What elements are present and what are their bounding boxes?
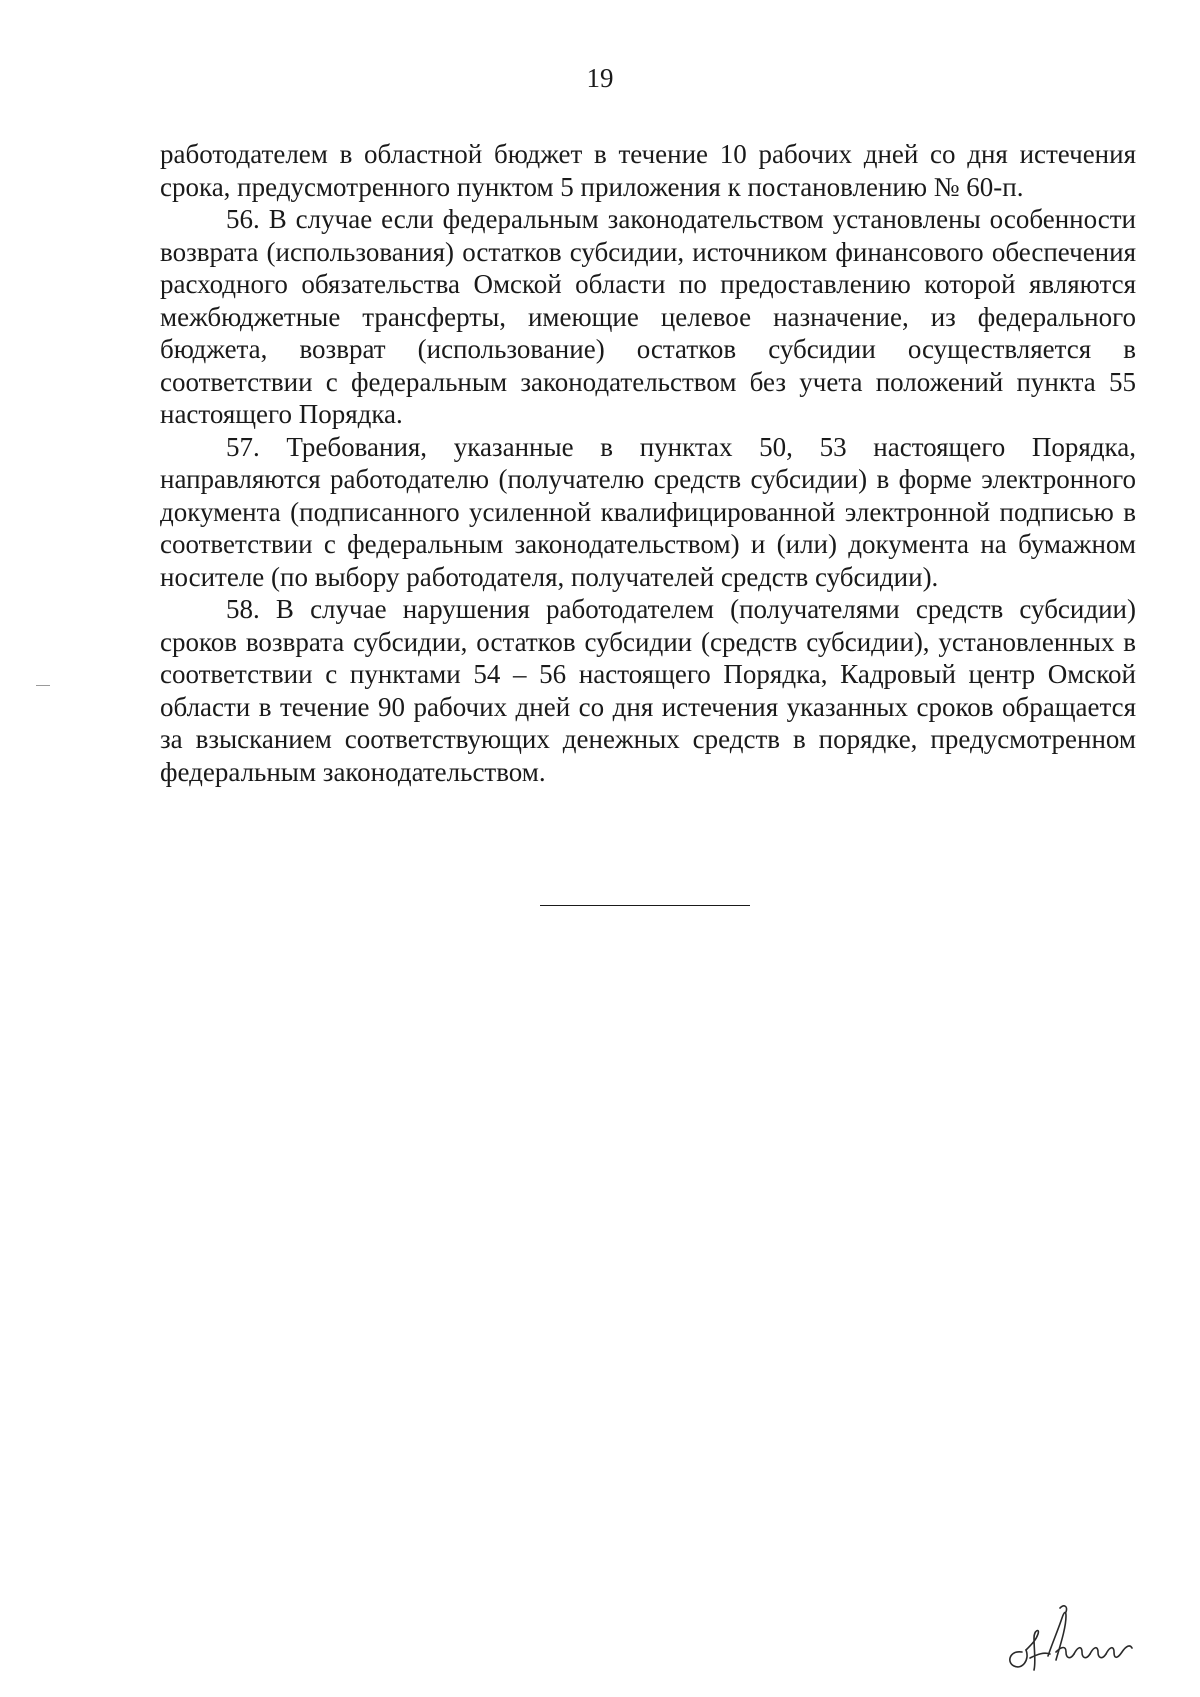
document-body: [160, 138, 1136, 788]
paragraph-continuation: работодателем в областной бюджет в течение 10 рабочих дней со дня истечения срока, предусмотренного пунктом 5 приложения к постановлению № 60-п.: [160, 139, 1136, 202]
end-of-text-divider: [540, 905, 750, 906]
paragraph-57: 57. Требования, указанные в пунктах 50, 53 настоящего Порядка, направляются работодателю (получателю средств субсидии) в форме электронного документа (подписанного усиленной квалифицированной электронной подписью в соответствии с федеральным законодательством) и (или) документа на бумажном носителе (по выбору работодателя, получателей средств субсидии).: [160, 431, 1136, 592]
handwritten-signature-icon: [1000, 1600, 1140, 1680]
paragraph-58: 58. В случае нарушения работодателем (получателями средств субсидии) сроков возврата субсидии, остатков субсидии (средств субсидии), установленных в соответствии с пунктами 54 – 56 настоящего Порядка, Кадровый центр Омской области в течение 90 рабочих дней со дня истечения указанных сроков обращается за взысканием соответствующих денежных средств в порядке, предусмотренном федеральным законодательством.: [160, 594, 1136, 787]
margin-scan-mark: [36, 685, 50, 686]
page-number: 19: [586, 63, 614, 93]
paragraph-56: 56. В случае если федеральным законодательством установлены особенности возврата (использования) остатков субсидии, источником финансового обеспечения расходного обязательства Омской области по предоставлению которой являются межбюджетные трансферты, имеющие целевое назначение, из федерального бюджета, возврат (использование) остатков субсидии осуществляется в соответствии с федеральным законодательством без учета положений пункта 55 настоящего Порядка.: [160, 204, 1136, 429]
